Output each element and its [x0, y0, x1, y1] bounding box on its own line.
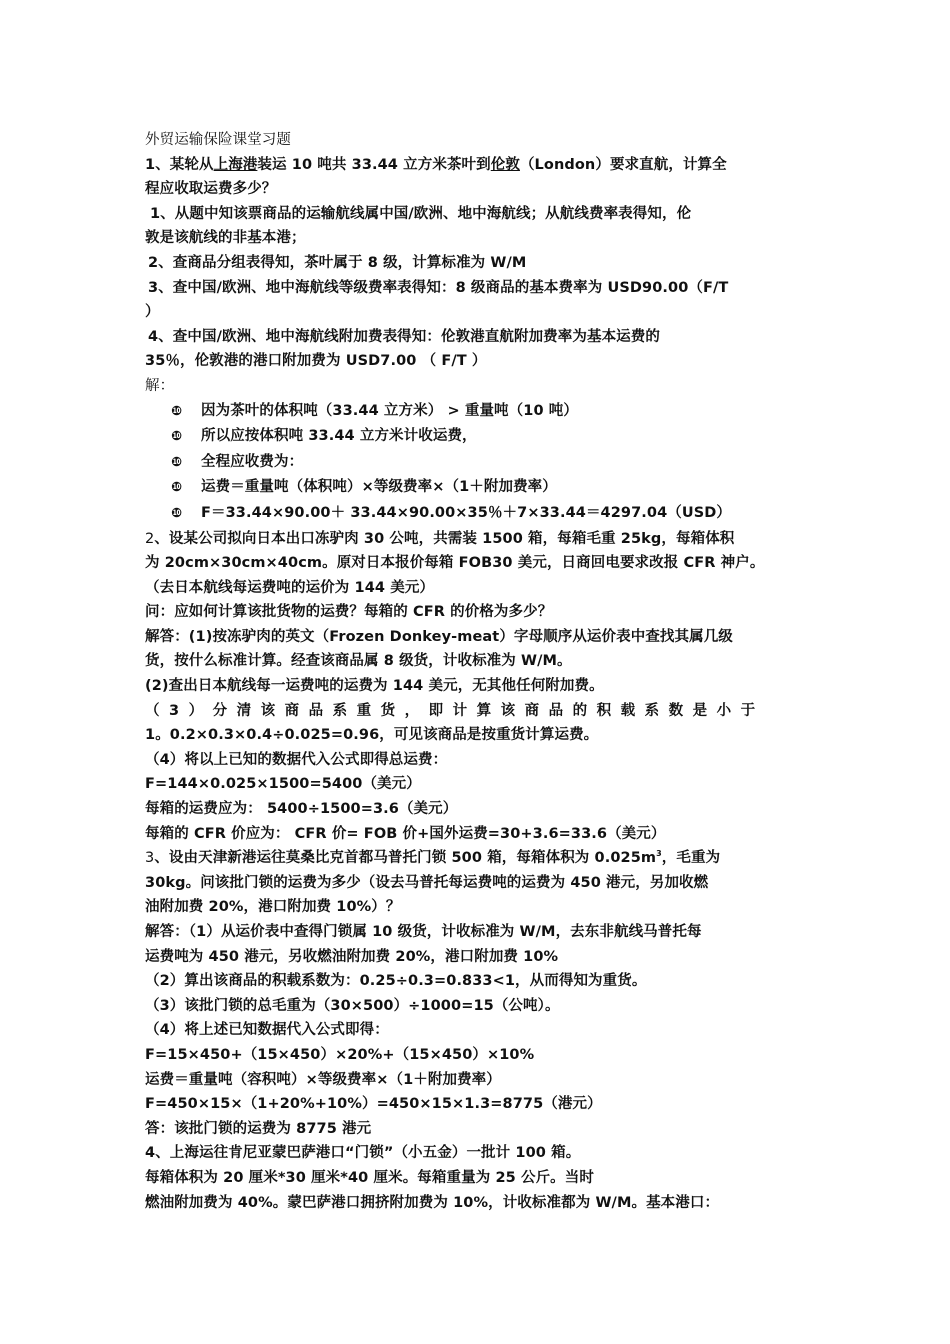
text-line: （2）算出该商品的积载系数为：0.25÷0.3=0.833<1，从而得知为重货。: [145, 973, 647, 990]
text-line: 运费＝重量吨（容积吨）×等级费率×（1＋附加费率）: [145, 1071, 501, 1088]
text-line: 燃油附加费为 40%。蒙巴萨港口拥挤附加费为 10%，计收标准都为 W/M。基本港口：: [145, 1194, 720, 1211]
text-line: 问：应如何计算该批货物的运费？每箱的 CFR 的价格为多少？: [145, 604, 553, 621]
bullet-icon: ❿: [171, 403, 183, 419]
text-line: （3）分清该商品系重货，即计算该商品的积载系数是小于: [145, 702, 765, 719]
text-line: （去日本航线每运费吨的运价为 144 美元）: [145, 579, 435, 596]
text-line: 油附加费 20%，港口附加费 10%）？: [145, 899, 401, 916]
text-line: (2)查出日本航线每一运费吨的运费为 144 美元，无其他任何附加费。: [145, 678, 604, 695]
bullet-icon: ❿: [171, 480, 183, 496]
text-line: 运费吨为 450 港元，另收燃油附加费 20%，港口附加费 10%: [145, 948, 559, 965]
text-span: 、设某公司拟向日本出口冻驴肉 30 公吨，共需装 1500 箱，每箱毛重 25kg，每箱体积: [154, 530, 735, 547]
text-line: （3）该批门锁的总毛重为（30×500）÷1000=15（公吨）。: [145, 997, 560, 1014]
text-span: 1、某轮从: [145, 156, 214, 173]
question-1-line-1: [145, 153, 757, 178]
destination-port: 伦敦: [490, 156, 520, 173]
text-line: 解答：（1）从运价表中查得门锁属 10 级货，计收标准为 W/M，去东非航线马普托每: [145, 924, 702, 940]
text-line: F=450×15×（1+20%+10%）=450×15×1.3=8775（港元）: [145, 1096, 602, 1113]
bullet-icon: ❿: [171, 505, 183, 521]
text-line: 1。0.2×0.3×0.4÷0.025=0.96，可见该商品是按重货计算运费。: [145, 727, 599, 744]
bullet-text: F＝33.44×90.00＋ 33.44×90.00×35％＋7×33.44＝4297.04（USD）: [201, 504, 732, 521]
text-line: F=15×450+（15×450）×20%+（15×450）×10%: [145, 1046, 535, 1063]
text-span: 、设由天津新港运往莫桑比克首都马普托门锁 500 箱，每箱体积为 0.025m: [154, 850, 657, 867]
text-line: 4、上海运往肯尼亚蒙巴萨港口“门锁”（小五金）一批计 100 箱。: [145, 1145, 581, 1162]
text-line: 程应收取运费多少？: [145, 181, 277, 198]
document-title: 外贸运输保险课堂习题: [145, 132, 291, 148]
text-line: 为 20cm×30cm×40cm。原对日本报价每箱 FOB30 美元，日商回电要求改报 CFR 神户。: [145, 555, 765, 572]
document-body: [145, 128, 765, 1215]
bullet-item: [145, 475, 757, 501]
question-3-line-1: [145, 846, 757, 871]
text-line: 每箱的 CFR 价应为： CFR 价= FOB 价+国外运费=30+3.6=33.6（美元）: [145, 825, 666, 842]
text-line: 每箱体积为 20 厘米*30 厘米*40 厘米。每箱重量为 25 公斤。当时: [145, 1169, 594, 1186]
text-line: 敦是该航线的非基本港；: [145, 230, 306, 247]
text-span: ，毛重为: [661, 850, 721, 867]
bullet-item: [145, 450, 757, 476]
text-span: 装运 10 吨共 33.44 立方米茶叶到: [257, 156, 491, 173]
question-number: 3: [145, 850, 155, 867]
superscript: 3: [656, 849, 662, 859]
bullet-icon: ❿: [171, 429, 183, 445]
text-line: 4、查中国/欧洲、地中海航线附加费表得知：伦敦港直航附加费率为基本运费的: [148, 328, 660, 345]
bullet-text: 所以应按体积吨 33.44 立方米计收运费，: [201, 428, 477, 445]
bullet-text: 因为茶叶的体积吨（33.44 立方米） > 重量吨（10 吨）: [201, 402, 578, 419]
text-line: 答：该批门锁的运费为 8775 港元: [145, 1120, 372, 1137]
bullet-text: 运费＝重量吨（体积吨）×等级费率×（1＋附加费率）: [201, 479, 557, 496]
text-span: （London）要求直航，计算全: [519, 156, 727, 173]
bullet-text: 全程应收费为：: [201, 453, 304, 470]
text-line: 3、查中国/欧洲、地中海航线等级费率表得知：8 级商品的基本费率为 USD90.00（F/T: [148, 279, 729, 296]
bullet-item: [145, 399, 757, 425]
text-line: 解答：(1)按冻驴肉的英文（Frozen Donkey-meat）字母顺序从运价表中查找其属几级: [145, 628, 733, 645]
text-line: （4）将上述已知数据代入公式即得：: [145, 1022, 389, 1039]
text-line: 1、从题中知该票商品的运输航线属中国/欧洲、地中海航线；从航线费率表得知，伦: [150, 205, 692, 222]
text-line: 30kg。问该批门锁的运费为多少（设去马普托每运费吨的运费为 450 港元，另加收燃: [145, 874, 709, 891]
bullet-item: [145, 501, 757, 527]
question-number: 2: [145, 530, 155, 547]
text-line: 35％，伦敦港的港口附加费为 USD7.00 （ F/T ）: [145, 353, 487, 370]
bullet-icon: ❿: [171, 454, 183, 470]
text-line: （4）将以上已知的数据代入公式即得总运费：: [145, 751, 448, 768]
solution-label: 解：: [145, 377, 175, 394]
text-line: F=144×0.025×1500=5400（美元）: [145, 776, 421, 793]
text-line: ）: [145, 304, 160, 321]
text-line: 每箱的运费应为： 5400÷1500=3.6（美元）: [145, 801, 458, 818]
text-line: 货，按什么标准计算。经查该商品属 8 级货，计收标准为 W/M。: [145, 653, 572, 670]
question-2-line-1: [145, 527, 757, 552]
bullet-item: [145, 424, 757, 450]
origin-port: 上海港: [213, 156, 258, 173]
text-line: 2、查商品分组表得知，茶叶属于 8 级，计算标准为 W/M: [148, 254, 527, 271]
